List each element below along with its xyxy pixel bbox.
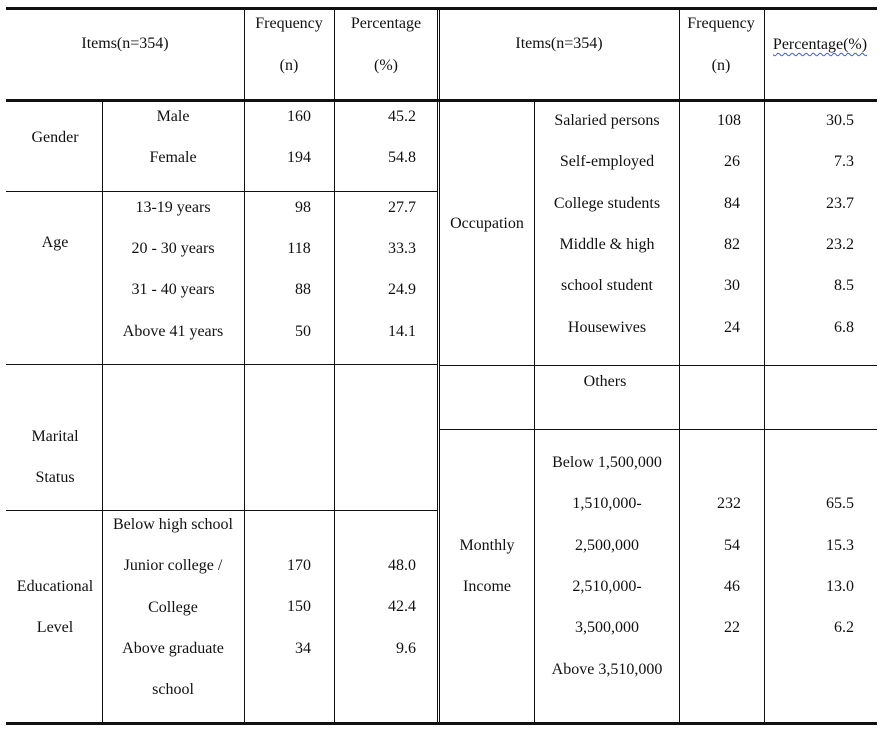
occupation-n-4: 82 [724,236,740,253]
gender-n-female: 194 [287,149,311,166]
table-bottom-border [6,722,877,725]
col-rule-left-3 [334,10,335,722]
income-pct-1: 65.5 [826,495,854,512]
center-divider-2 [439,10,440,722]
gender-pct-male: 45.2 [388,108,416,125]
income-label-line1: Monthly [459,537,515,554]
occupation-n-5: 30 [724,277,740,294]
age-n-4: 50 [295,323,311,340]
right-header-freq-unit: (n) [711,57,731,74]
rule-age-marital [6,364,437,365]
col-rule-right-3 [764,10,765,722]
col-rule-left-1 [102,102,103,722]
occupation-pct-5: 8.5 [834,277,854,294]
gender-label: Gender [31,129,79,146]
income-n-3: 46 [724,578,740,595]
occupation-n-1: 108 [717,112,741,129]
gender-item-male: Male [156,108,190,125]
occupation-item-4: Middle & high [559,236,655,253]
age-pct-1: 27.7 [388,199,416,216]
income-item-3: 2,500,000 [575,537,639,554]
occupation-pct-3: 23.7 [826,195,854,212]
age-item-4: Above 41 years [122,323,224,340]
occupation-label: Occupation [450,215,524,232]
education-label-line2: Level [36,619,74,636]
age-n-2: 118 [287,240,311,257]
income-item-4: 2,510,000- [572,578,642,595]
occupation-pct-1: 30.5 [826,112,854,129]
education-n-3: 34 [295,640,311,657]
left-header-frequency: Frequency [255,15,323,32]
right-header-items: Items(n=354) [515,35,603,52]
age-n-3: 88 [295,281,311,298]
occupation-pct-6: 6.8 [834,319,854,336]
occupation-n-3: 84 [724,195,740,212]
occupation-n-6: 24 [724,319,740,336]
table-top-border [6,7,877,10]
education-pct-1: 48.0 [388,557,416,574]
header-bottom-border [6,99,877,102]
age-item-3: 31 - 40 years [131,281,215,298]
occupation-item-1: Salaried persons [554,112,660,129]
col-rule-left-2 [244,10,245,722]
occupation-pct-2: 7.3 [834,153,854,170]
age-pct-3: 24.9 [388,281,416,298]
marital-label-line2: Status [35,469,75,486]
income-n-4: 22 [724,619,740,636]
right-header-frequency: Frequency [687,15,755,32]
left-header-percentage: Percentage [350,15,422,32]
income-item-6: Above 3,510,000 [551,661,663,678]
occupation-n-2: 26 [724,153,740,170]
education-pct-3: 9.6 [396,640,416,657]
rule-marital-education [6,510,437,511]
rule-gender-age [6,191,437,192]
income-pct-2: 15.3 [826,537,854,554]
rule-others-income [439,429,877,430]
gender-pct-female: 54.8 [388,149,416,166]
occupation-item-2: Self-employed [559,153,655,170]
age-item-2: 20 - 30 years [131,240,215,257]
education-item-5: school [152,681,194,698]
age-label: Age [41,234,69,251]
age-pct-2: 33.3 [388,240,416,257]
education-item-1: Below high school [113,516,233,533]
income-pct-4: 6.2 [834,619,854,636]
age-item-1: 13-19 years [135,199,211,216]
income-item-5: 3,500,000 [575,619,639,636]
education-item-2: Junior college / [123,557,223,574]
education-item-4: Above graduate [122,640,224,657]
occupation-item-5: school student [561,277,653,294]
education-label-line1: Educational [16,578,94,595]
age-pct-4: 14.1 [388,323,416,340]
right-header-percentage: Percentage(%) [772,36,868,53]
income-item-1: Below 1,500,000 [552,454,662,471]
income-n-2: 54 [724,537,740,554]
occupation-item-3: College students [553,195,661,212]
left-header-items: Items(n=354) [81,35,169,52]
col-rule-right-1 [534,102,535,722]
left-header-pct-unit: (%) [374,57,398,74]
gender-item-female: Female [149,149,197,166]
income-label-line2: Income [463,578,511,595]
rule-occupation-others [439,365,877,366]
col-rule-right-2 [679,10,680,722]
education-item-3: College [148,599,198,616]
occupation-others: Others [583,373,627,390]
education-n-2: 150 [287,598,311,615]
age-n-1: 98 [295,199,311,216]
marital-label-line1: Marital [31,428,79,445]
education-n-1: 170 [287,557,311,574]
education-pct-2: 42.4 [388,598,416,615]
left-header-freq-unit: (n) [279,57,299,74]
occupation-pct-4: 23.2 [826,236,854,253]
income-item-2: 1,510,000- [572,495,642,512]
center-divider [437,10,438,722]
income-pct-3: 13.0 [826,578,854,595]
occupation-item-6: Housewives [567,319,647,336]
income-n-1: 232 [717,495,741,512]
gender-n-male: 160 [287,108,311,125]
